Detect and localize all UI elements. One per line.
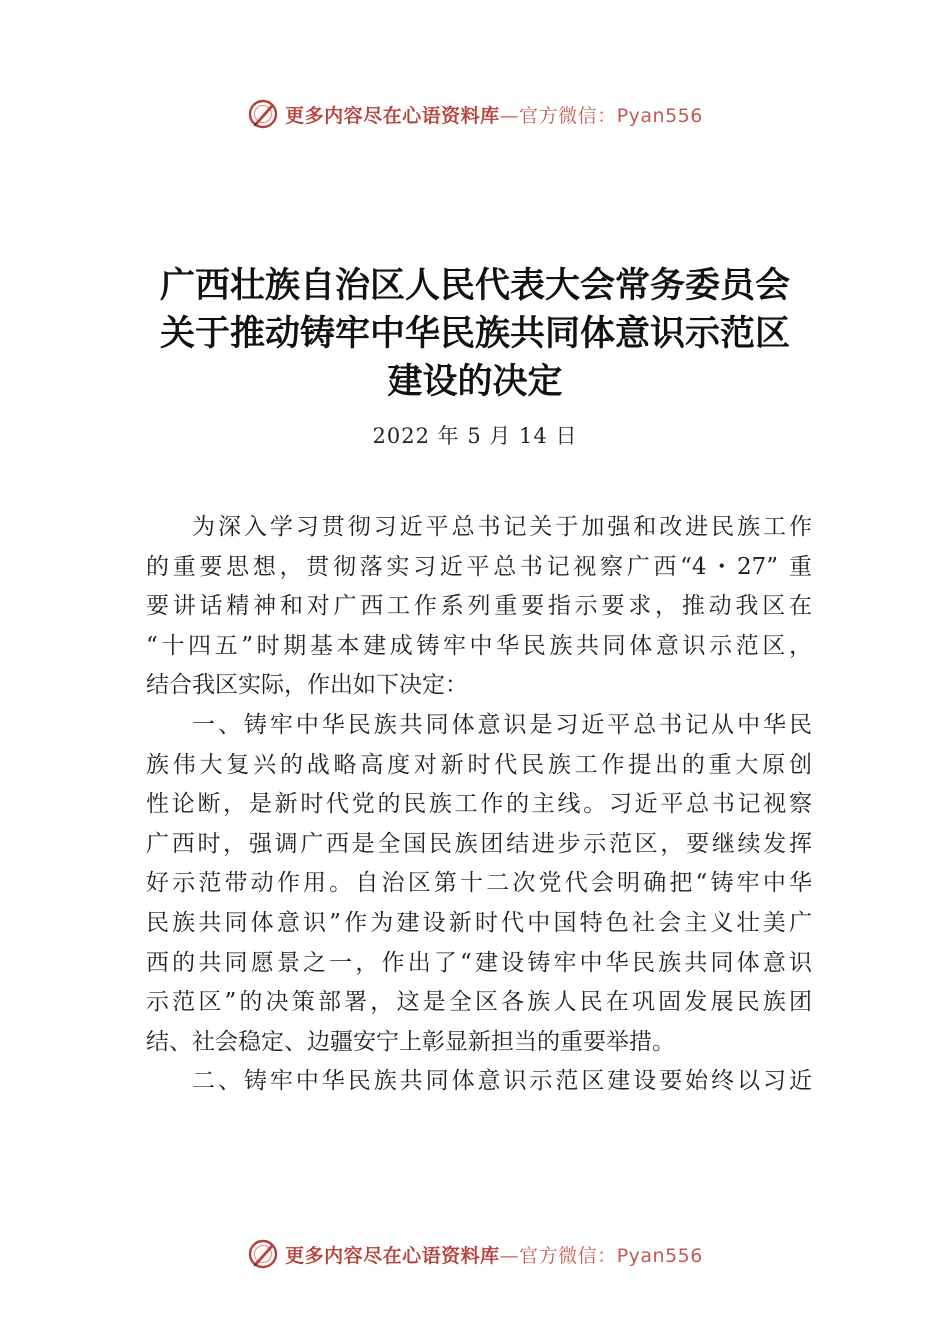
watermark-text [285,1241,703,1268]
watermark-wechat-id: Pyan556 [616,1244,703,1267]
document-title [110,262,840,406]
watermark-slogan: 更多内容尽在心语资料库 [285,1244,500,1267]
watermark-wechat-label: 官方微信： [519,1244,617,1267]
body-line: 结、社会稳定、边疆安宁上彰显新担当的重要举措。 [146,1028,675,1055]
body-line: 的重要思想，贯彻落实习近平总书记视察广西“4・27” 重 [146,553,812,580]
watermark-dash: — [499,104,520,127]
footer-watermark [0,1234,950,1274]
title-line: 广西壮族自治区人民代表大会常务委员会 [159,266,790,306]
body-line: 好示范带动作用。自治区第十二次党代会明确把“铸牢中华 [146,870,812,897]
document-date: 2022 年 5 月 14 日 [372,424,578,448]
watermark-wechat-label: 官方微信： [519,104,617,127]
pen-circle-logo-icon [247,98,279,130]
title-line: 关于推动铸牢中华民族共同体意识示范区 [159,314,790,354]
body-line: 民族共同体意识”作为建设新时代中国特色社会主义壮美广 [146,909,812,936]
body-line: 西的共同愿景之一，作出了“建设铸牢中华民族共同体意识 [146,949,812,976]
body-line: 为深入学习贯彻习近平总书记关于加强和改进民族工作 [192,514,812,540]
body-line: 示范区”的决策部署，这是全区各族人民在巩固发展民族团 [146,989,812,1016]
watermark-wechat-id: Pyan556 [616,104,703,127]
body-line: 二、铸牢中华民族共同体意识示范区建设要始终以习近 [192,1068,812,1095]
body-line: 要讲话精神和对广西工作系列重要指示要求，推动我区在 [146,593,812,620]
title-line: 建设的决定 [387,362,563,402]
body-line: “十四五”时期基本建成铸牢中华民族共同体意识示范区， [146,632,812,659]
body-line: 一、铸牢中华民族共同体意识是习近平总书记从中华民 [192,711,812,738]
body-line: 性论断，是新时代党的民族工作的主线。习近平总书记视察 [146,791,812,818]
body-line: 族伟大复兴的战略高度对新时代民族工作提出的重大原创 [146,751,812,778]
pen-circle-logo-icon [247,1238,279,1270]
header-watermark [0,94,950,134]
body-line: 广西时，强调广西是全国民族团结进步示范区，要继续发挥 [146,830,812,857]
body-line: 结合我区实际，作出如下决定： [146,672,468,699]
watermark-slogan: 更多内容尽在心语资料库 [285,104,500,127]
document-body [146,508,812,1102]
watermark-dash: — [499,1244,520,1267]
watermark-text [285,101,703,128]
